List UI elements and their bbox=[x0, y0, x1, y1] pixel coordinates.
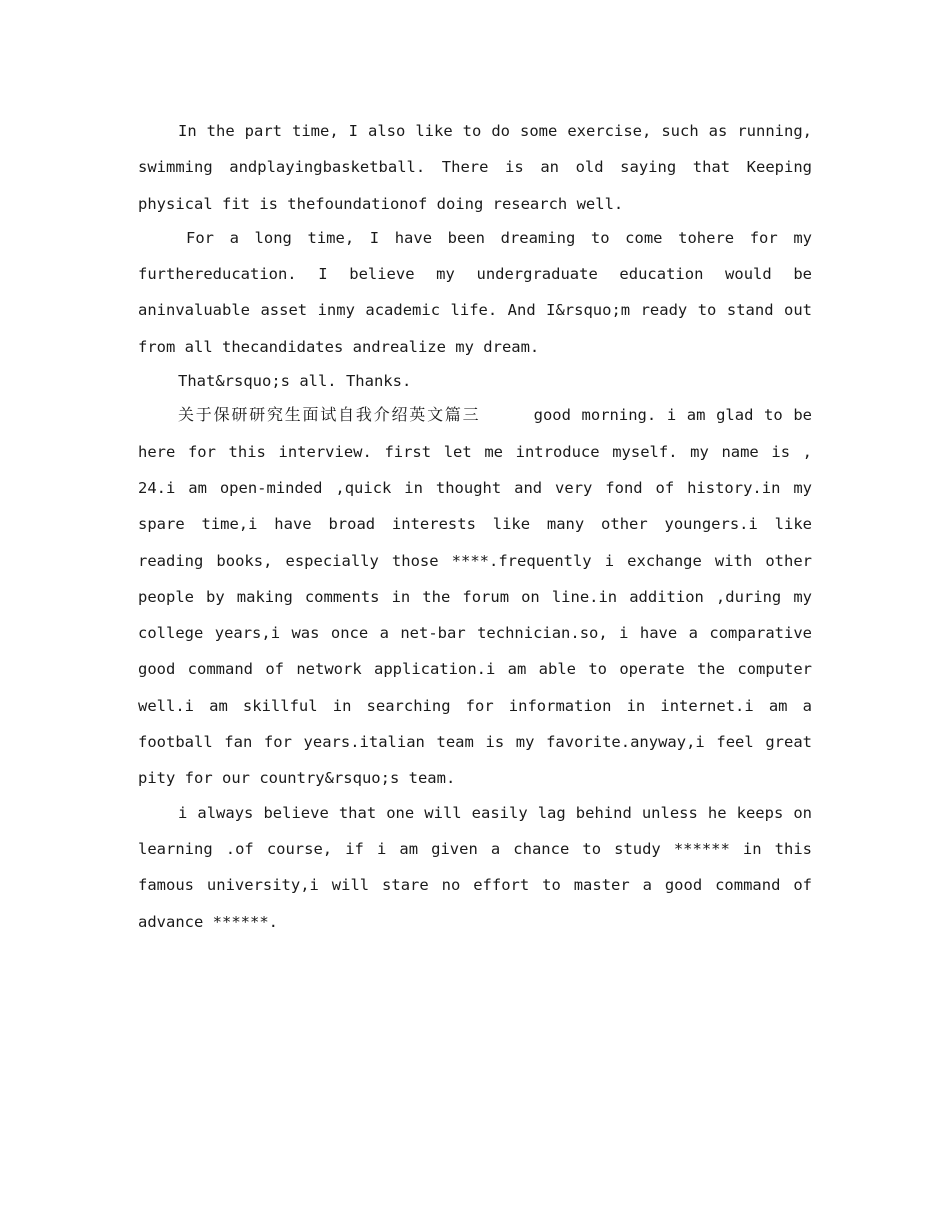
document-body bbox=[138, 113, 812, 940]
paragraph-closing: That&rsquo;s all. Thanks. bbox=[178, 372, 412, 391]
introduction-text: good morning. i am glad to be here for this interview. first let me introduce myself. my name is , 24.i am open-minded ,quick in thought and very fond of history.in my spare time,i have broad interests like many other youngers.i like reading books, especially those ****.frequently i exchange with other people by making comments in the forum on line.in addition ,during my college years,i was once a net-bar technician.so, i have a comparative good command of network application.i am able to operate the computer well.i am skillful in searching for information in internet.i am a football fan for years.italian team is my favorite.anyway,i feel great pity for our country&rsquo;s team. bbox=[138, 406, 812, 788]
paragraph-education: For a long time, I have been dreaming to come tohere for my furthereducation. I believe my undergraduate education would be aninvaluable asset inmy academic life. And I&rsquo;m ready to stand out from all thecandidates andrealize my dream. bbox=[138, 228, 812, 356]
paragraph-exercise: In the part time, I also like to do some exercise, such as running, swimming andplayingbasketball. There is an old saying that Keeping physical fit is thefoundationof doing research well. bbox=[138, 122, 812, 213]
section-heading: 关于保研研究生面试自我介绍英文篇三 bbox=[178, 405, 481, 425]
paragraph-introduction bbox=[138, 397, 812, 796]
paragraph-learning: i always believe that one will easily lag behind unless he keeps on learning .of course, if i am given a chance to study ****** in this famous university,i will stare no effort to master a good command of advance ******. bbox=[138, 803, 812, 931]
